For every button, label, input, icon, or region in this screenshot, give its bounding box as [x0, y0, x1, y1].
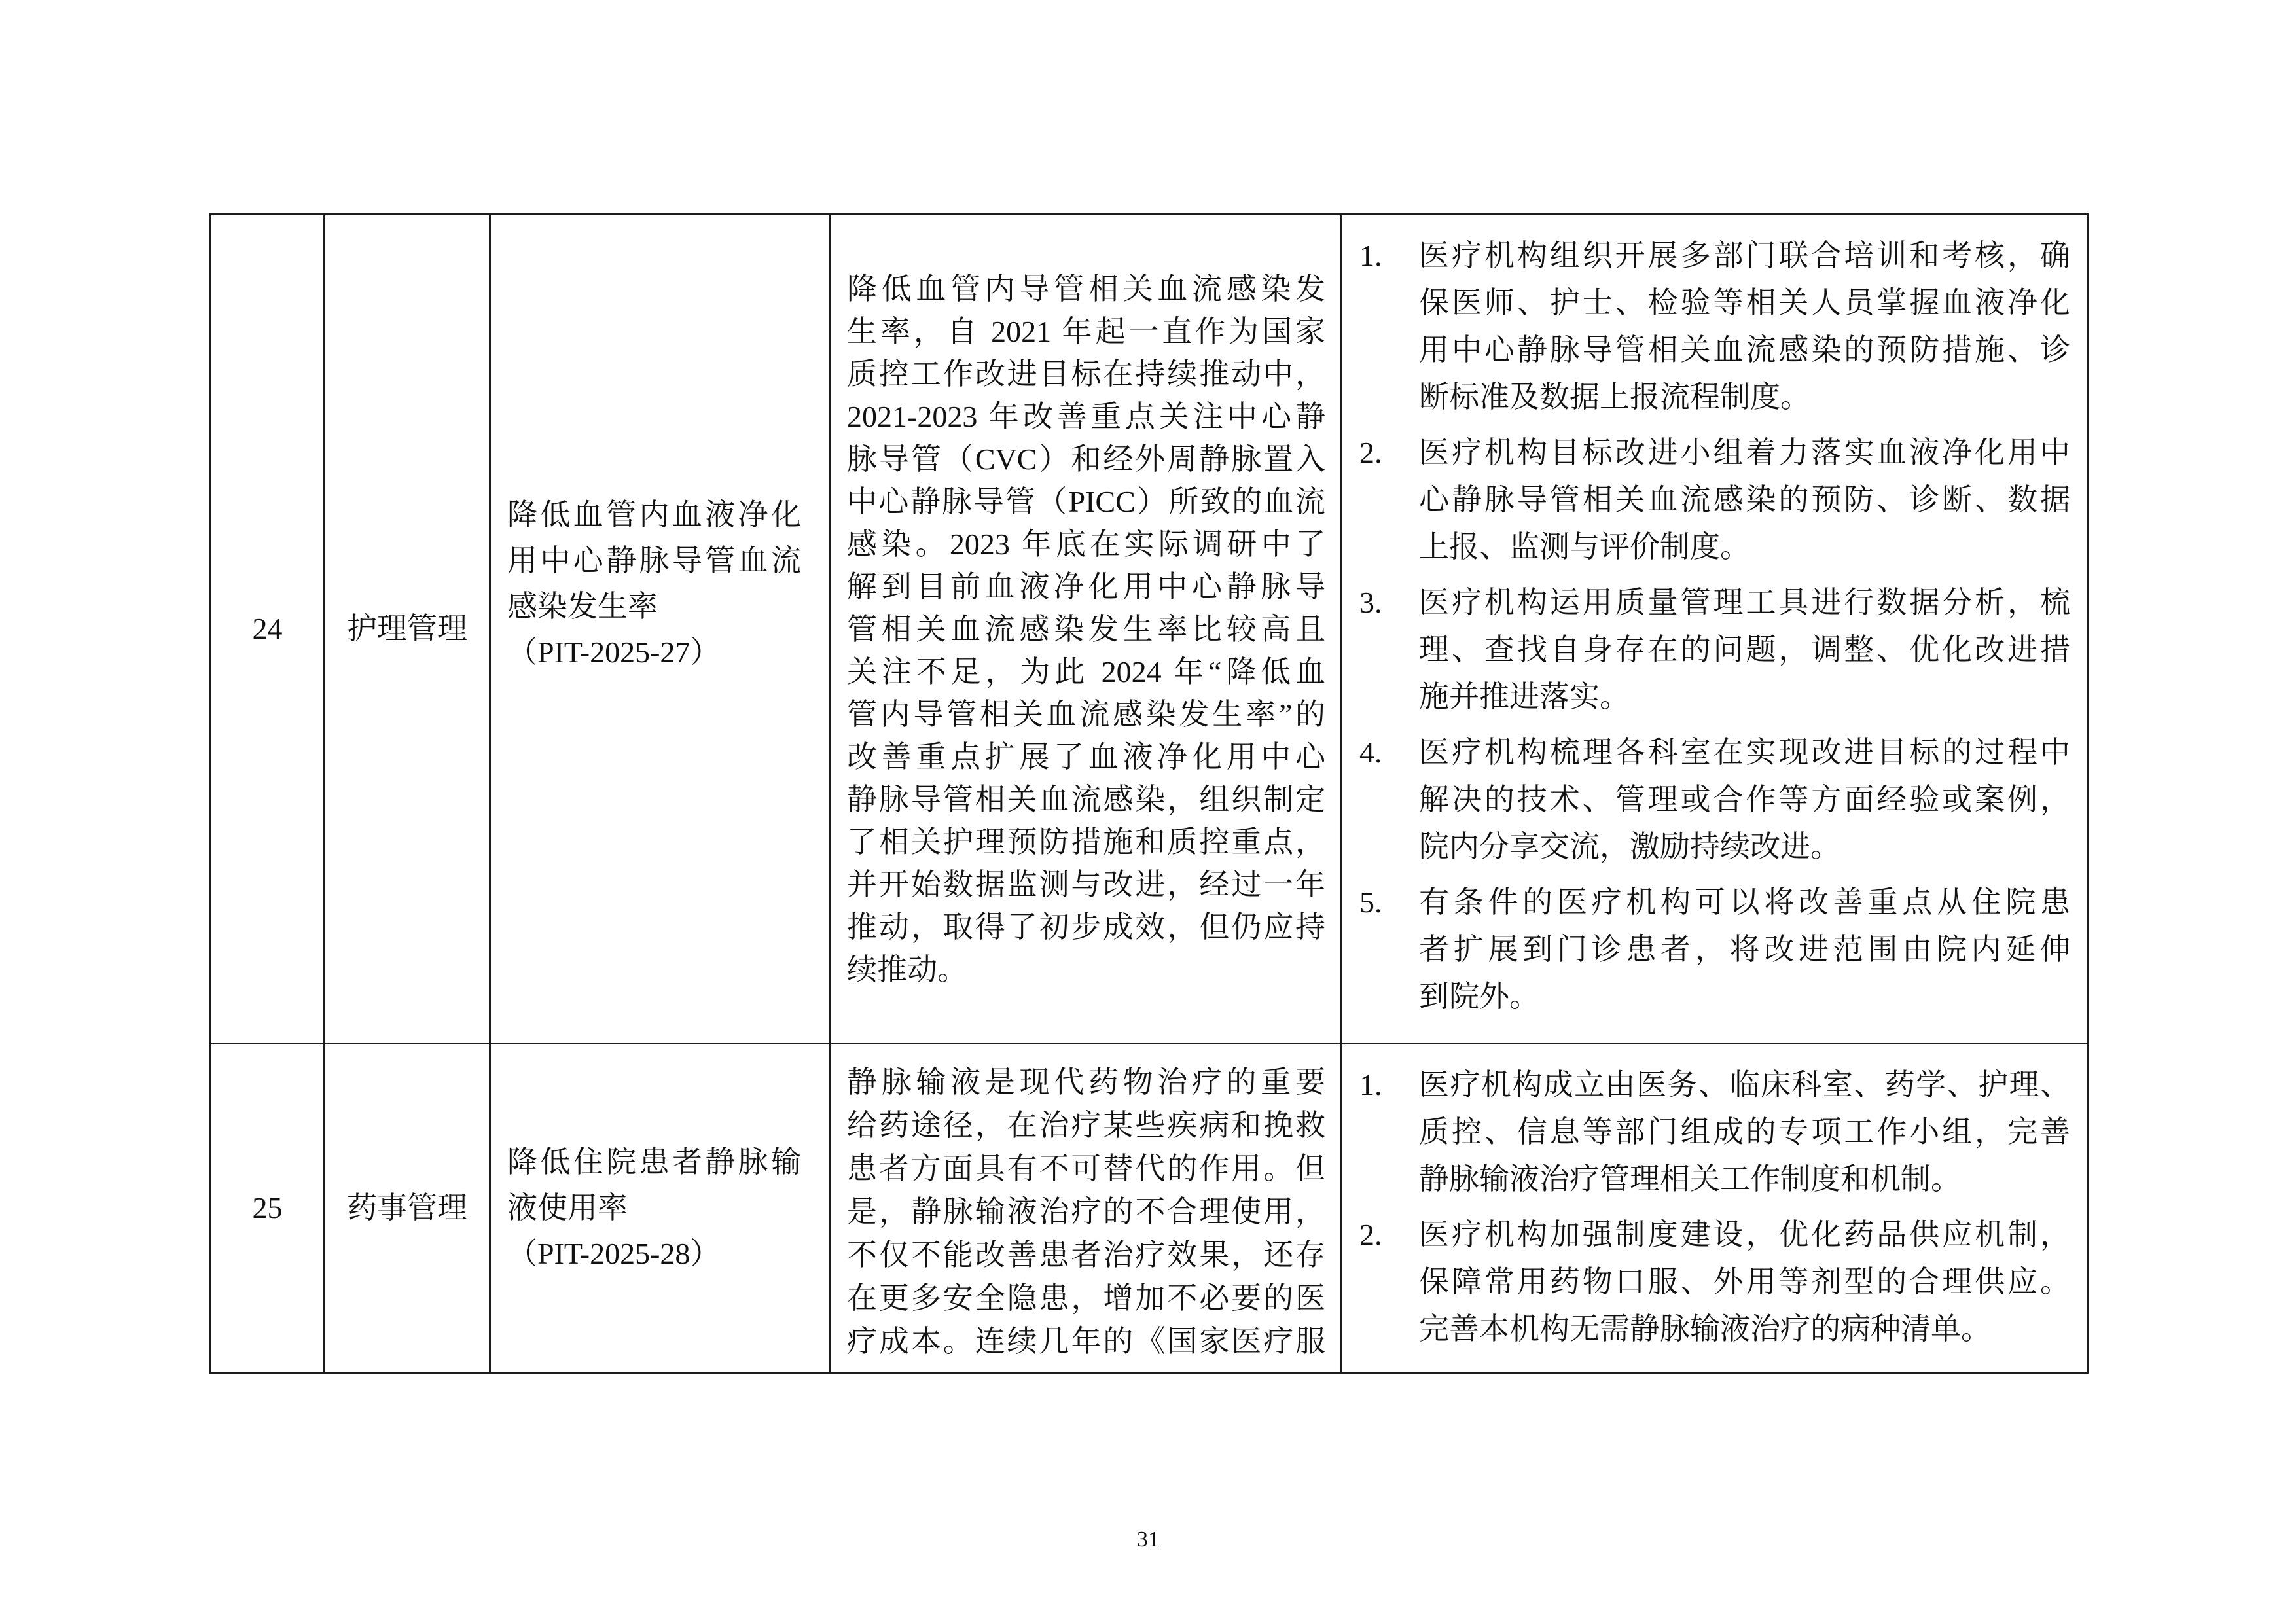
- row-category: 药事管理: [325, 1044, 490, 1373]
- text-line: 脉导管（CVC）和经外周静脉置入: [847, 442, 1325, 476]
- text-line: 解决的技术、管理或合作等方面经验或案例，: [1419, 783, 2070, 816]
- text-line: 用中心静脉导管血流: [507, 544, 801, 577]
- text-line: 保医师、护士、检验等相关人员掌握血液净化: [1419, 286, 2070, 319]
- measure-text: [1419, 879, 2070, 1020]
- text-line: 静脉输液治疗管理相关工作制度和机制。: [1419, 1162, 1961, 1196]
- text-line: 降低住院患者静脉输: [507, 1145, 801, 1179]
- text-line: 给药途径，在治疗某些疾病和挽救: [847, 1109, 1325, 1142]
- background-cell: [830, 1044, 1341, 1373]
- text-line: 推动，取得了初步成效，但仍应持: [847, 910, 1325, 944]
- indicator-name: [507, 492, 801, 630]
- measure-text: [1419, 1211, 2070, 1353]
- text-line: 2021-2023 年改善重点关注中心静: [847, 399, 1325, 433]
- text-line: 感染发生率: [507, 590, 658, 623]
- measure-number: 2.: [1359, 436, 1382, 469]
- text-line: 院内分享交流，激励持续改进。: [1419, 830, 1840, 863]
- table-row: [211, 215, 2088, 1044]
- text-line: 医疗机构成立由医务、临床科室、药学、护理、: [1419, 1068, 2070, 1101]
- text-line: 疗成本。连续几年的《国家医疗服: [847, 1325, 1325, 1358]
- text-line: 医疗机构目标改进小组着力落实血液净化用中: [1419, 436, 2070, 469]
- row-category: 护理管理: [325, 215, 490, 1044]
- text-line: 降低血管内导管相关血流感染发: [847, 272, 1325, 306]
- text-line: 续推动。: [847, 952, 967, 986]
- measure-number: 1.: [1359, 239, 1382, 272]
- text-line: 感染。2023 年底在实际调研中了: [847, 527, 1325, 561]
- measure-text: [1419, 729, 2070, 870]
- indicator-code: （PIT-2025-28）: [507, 1237, 721, 1270]
- text-line: 不仅不能改善患者治疗效果，还存: [847, 1238, 1325, 1272]
- text-line: 了相关护理预防措施和质控重点，: [847, 825, 1325, 859]
- measure-item: [1359, 1211, 2070, 1353]
- measure-number: 3.: [1359, 586, 1382, 619]
- text-line: 者扩展到门诊患者，将改进范围由院内延伸: [1419, 933, 2070, 966]
- text-line: 断标准及数据上报流程制度。: [1419, 380, 1810, 414]
- text-line: 患者方面具有不可替代的作用。但: [847, 1152, 1325, 1185]
- text-line: 保障常用药物口服、外用等剂型的合理供应。: [1419, 1265, 2070, 1298]
- background-text: [847, 1061, 1325, 1363]
- indicator-name: [507, 1139, 801, 1231]
- text-line: 医疗机构组织开展多部门联合培训和考核，确: [1419, 239, 2070, 272]
- text-line: 静脉输液是现代药物治疗的重要: [847, 1065, 1325, 1099]
- measure-item: [1359, 429, 2070, 571]
- measure-item: [1359, 232, 2070, 421]
- text-line: 在更多安全隐患，增加不必要的医: [847, 1281, 1325, 1315]
- page-number: 31: [1137, 1527, 1159, 1552]
- text-line: 到院外。: [1419, 980, 1539, 1013]
- measure-text: [1419, 232, 2070, 421]
- text-line: 质控工作改进目标在持续推动中，: [847, 357, 1325, 391]
- measure-item: [1359, 729, 2070, 870]
- measures-list: [1359, 1061, 2070, 1353]
- text-line: 用中心静脉导管相关血流感染的预防措施、诊: [1419, 333, 2070, 366]
- quality-improvement-table: [209, 213, 2089, 1374]
- measure-number: 4.: [1359, 736, 1382, 769]
- text-line: 医疗机构加强制度建设，优化药品供应机制，: [1419, 1218, 2070, 1251]
- measure-item: [1359, 879, 2070, 1020]
- text-line: 心静脉导管相关血流感染的预防、诊断、数据: [1419, 483, 2070, 516]
- text-line: 理、查找自身存在的问题，调整、优化改进措: [1419, 633, 2070, 666]
- measures-cell: [1341, 215, 2088, 1044]
- text-line: 并开始数据监测与改进，经过一年: [847, 867, 1325, 901]
- text-line: 上报、监测与评价制度。: [1419, 530, 1750, 563]
- background-cell: [830, 215, 1341, 1044]
- measure-text: [1419, 579, 2070, 721]
- indicator-cell: [490, 1044, 830, 1373]
- text-line: 降低血管内血液净化: [507, 498, 801, 531]
- measure-item: [1359, 1061, 2070, 1203]
- measures-cell: [1341, 1044, 2088, 1373]
- text-line: 是，静脉输液治疗的不合理使用，: [847, 1195, 1325, 1228]
- text-line: 改善重点扩展了血液净化用中心: [847, 740, 1325, 774]
- text-line: 质控、信息等部门组成的专项工作小组，完善: [1419, 1115, 2070, 1149]
- measure-number: 2.: [1359, 1218, 1382, 1251]
- measure-number: 1.: [1359, 1068, 1382, 1101]
- text-line: 管内导管相关血流感染发生率”的: [847, 697, 1325, 731]
- table-row: [211, 1044, 2088, 1373]
- text-line: 管相关血流感染发生率比较高且: [847, 612, 1325, 646]
- text-line: 解到目前血液净化用中心静脉导: [847, 569, 1325, 603]
- background-text: [847, 268, 1325, 991]
- text-line: 关注不足，为此 2024 年“降低血: [847, 654, 1325, 688]
- measure-number: 5.: [1359, 885, 1382, 919]
- measures-list: [1359, 232, 2070, 1020]
- text-line: 液使用率: [507, 1191, 628, 1224]
- indicator-cell: [490, 215, 830, 1044]
- text-line: 完善本机构无需静脉输液治疗的病种清单。: [1419, 1312, 1991, 1346]
- text-line: 静脉导管相关血流感染，组织制定: [847, 782, 1325, 816]
- row-index: 24: [211, 215, 325, 1044]
- text-line: 医疗机构运用质量管理工具进行数据分析，梳: [1419, 586, 2070, 619]
- text-line: 医疗机构梳理各科室在实现改进目标的过程中: [1419, 736, 2070, 769]
- text-line: 有条件的医疗机构可以将改善重点从住院患: [1419, 885, 2070, 919]
- text-line: 中心静脉导管（PICC）所致的血流: [847, 484, 1325, 518]
- measure-text: [1419, 429, 2070, 571]
- measure-text: [1419, 1061, 2070, 1203]
- indicator-code: （PIT-2025-27）: [507, 635, 721, 669]
- row-index: 25: [211, 1044, 325, 1373]
- measure-item: [1359, 579, 2070, 721]
- text-line: 施并推进落实。: [1419, 680, 1630, 713]
- text-line: 生率，自 2021 年起一直作为国家: [847, 314, 1325, 348]
